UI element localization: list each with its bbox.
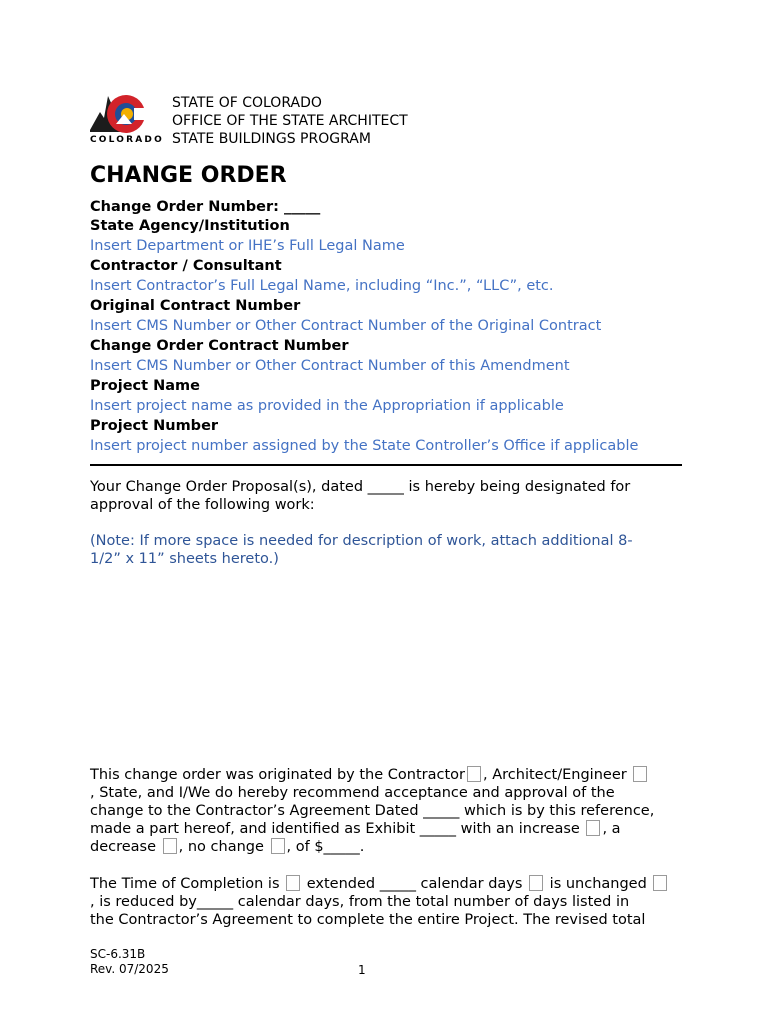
header-line-program: STATE BUILDINGS PROGRAM	[172, 131, 371, 147]
architect-engineer-checkbox[interactable]	[633, 766, 647, 782]
section-divider	[90, 464, 682, 466]
orig-line-5c: , of $_____.	[286, 839, 365, 855]
note-paragraph	[90, 532, 690, 568]
original-contract-label: Original Contract Number	[90, 298, 301, 314]
origination-paragraph	[90, 766, 690, 856]
proposal-line-2: approval of the following work:	[90, 497, 315, 513]
page-number: 1	[358, 963, 366, 977]
change-order-number: Change Order Number: _____	[90, 199, 321, 215]
orig-text-b: , Architect/Engineer	[483, 767, 627, 783]
header-line-office: OFFICE OF THE STATE ARCHITECT	[172, 113, 408, 129]
project-name-label: Project Name	[90, 378, 200, 394]
time-line-3: the Contractor’s Agreement to complete the entire Project. The revised total	[90, 912, 646, 928]
contractor-field[interactable]: Insert Contractor’s Full Legal Name, including “Inc.”, “LLC”, etc.	[90, 278, 554, 294]
page-title: CHANGE ORDER	[90, 163, 287, 188]
increase-checkbox[interactable]	[586, 820, 600, 836]
orig-line-4b: , a	[602, 821, 621, 837]
project-name-field[interactable]: Insert project name as provided in the Appropriation if applicable	[90, 398, 564, 414]
orig-line-4a: made a part hereof, and identified as Exhibit _____ with an increase	[90, 821, 580, 837]
proposal-line-1: Your Change Order Proposal(s), dated _____ is hereby being designated for	[90, 479, 631, 495]
original-contract-field[interactable]: Insert CMS Number or Other Contract Number of the Original Contract	[90, 318, 602, 334]
revision-date: Rev. 07/2025	[90, 962, 169, 976]
unchanged-checkbox[interactable]	[529, 875, 543, 891]
form-id: SC-6.31B	[90, 947, 146, 961]
time-text-c: is unchanged	[549, 876, 647, 892]
note-line-2: 1/2” x 11” sheets hereto.)	[90, 551, 279, 567]
page-footer	[90, 947, 169, 977]
project-number-field[interactable]: Insert project number assigned by the State Controller’s Office if applicable	[90, 438, 639, 454]
orig-text-a: This change order was originated by the Contractor	[90, 767, 465, 783]
agency-field[interactable]: Insert Department or IHE’s Full Legal Name	[90, 238, 405, 254]
contract-fields	[90, 198, 690, 457]
co-contract-label: Change Order Contract Number	[90, 338, 349, 354]
agency-label: State Agency/Institution	[90, 218, 290, 234]
note-line-1: (Note: If more space is needed for description of work, attach additional 8-	[90, 533, 633, 549]
time-line-2: , is reduced by_____ calendar days, from the total number of days listed in	[90, 894, 630, 910]
contractor-label: Contractor / Consultant	[90, 258, 282, 274]
time-completion-paragraph	[90, 875, 690, 929]
no-change-checkbox[interactable]	[271, 838, 285, 854]
extended-checkbox[interactable]	[286, 875, 300, 891]
orig-line-5a: decrease	[90, 839, 157, 855]
orig-line-3: change to the Contractor’s Agreement Dated _____ which is by this reference,	[90, 803, 655, 819]
decrease-checkbox[interactable]	[163, 838, 177, 854]
logo-wordmark: COLORADO	[90, 135, 164, 145]
contractor-checkbox[interactable]	[467, 766, 481, 782]
logo-c-opening	[134, 108, 148, 120]
agency-header	[172, 94, 408, 148]
orig-line-2: , State, and I/We do hereby recommend acceptance and approval of the	[90, 785, 615, 801]
time-text-a: The Time of Completion is	[90, 876, 280, 892]
co-contract-field[interactable]: Insert CMS Number or Other Contract Number of this Amendment	[90, 358, 570, 374]
orig-line-5b: , no change	[178, 839, 264, 855]
proposal-paragraph	[90, 478, 690, 514]
header-line-state: STATE OF COLORADO	[172, 95, 322, 111]
reduced-checkbox[interactable]	[653, 875, 667, 891]
time-text-b: extended _____ calendar days	[306, 876, 523, 892]
project-number-label: Project Number	[90, 418, 219, 434]
